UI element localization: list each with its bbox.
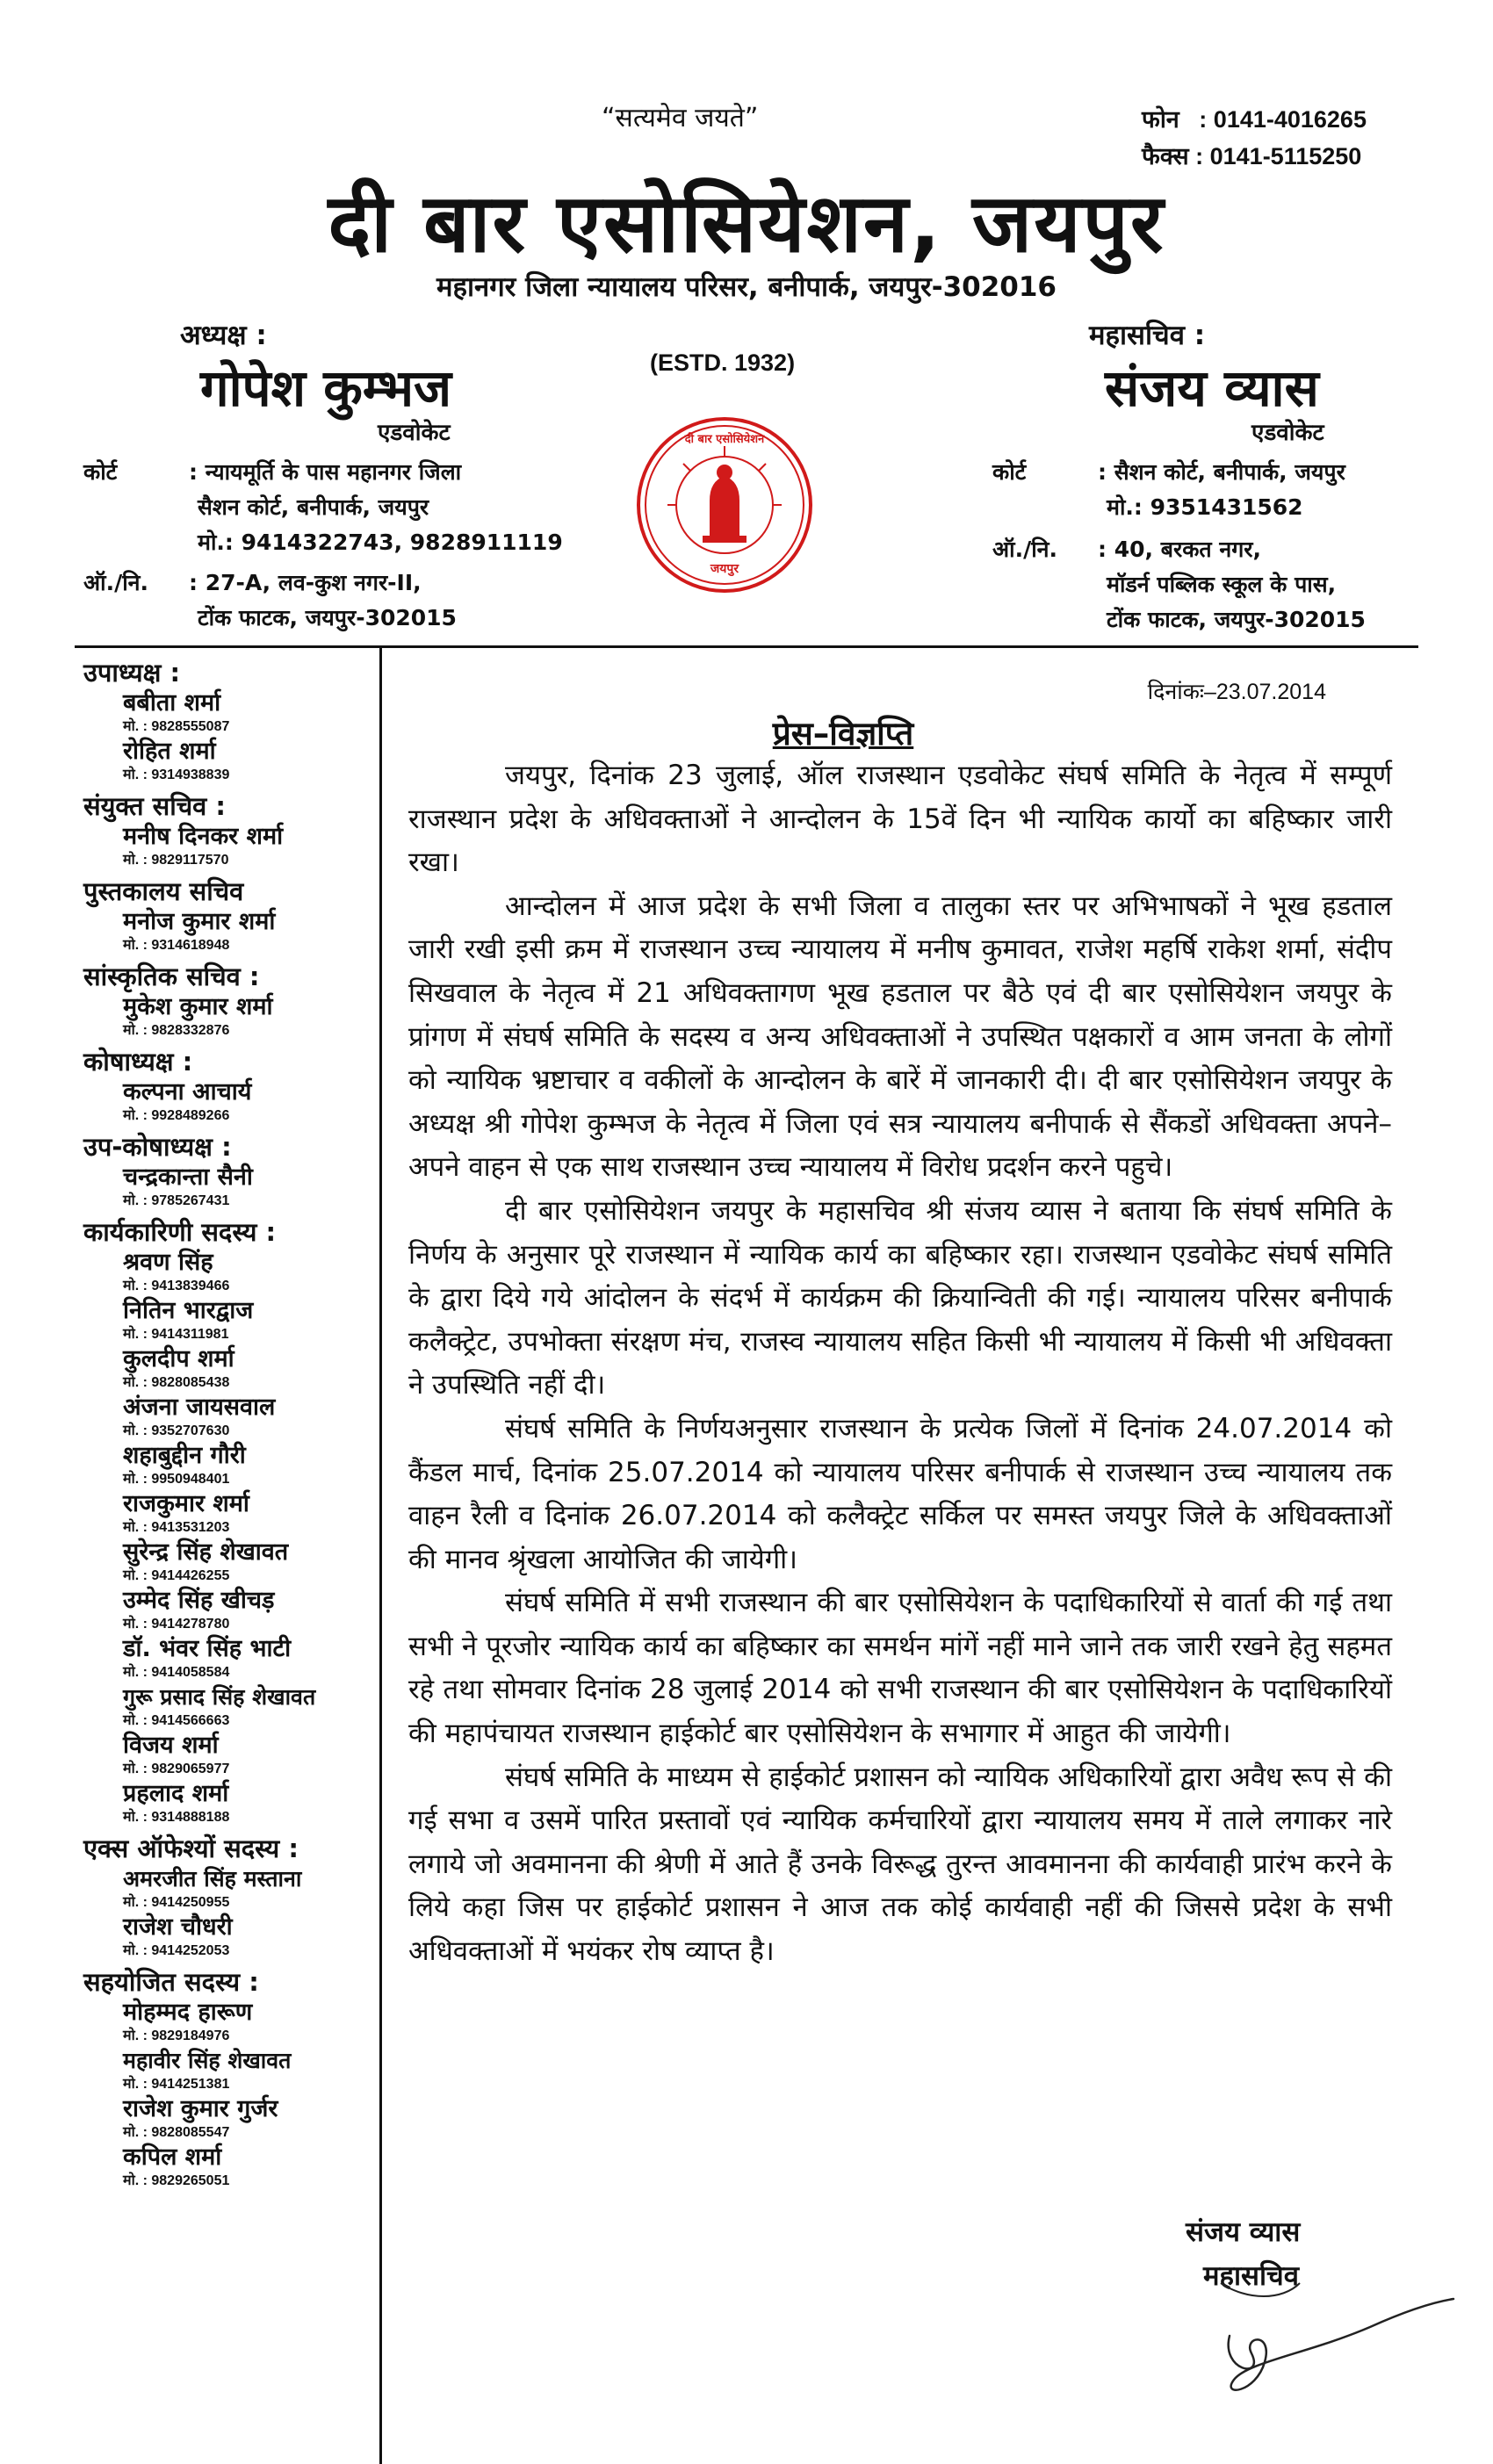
secretary-role: महासचिव : — [1089, 320, 1206, 351]
president-info — [83, 455, 563, 636]
member-phone: मो. : 9413531203 — [123, 1520, 230, 1535]
member-phone: मो. : 9414252053 — [123, 1943, 230, 1958]
press-release — [408, 676, 1392, 1974]
sidebar-section-title: उप-कोषाध्यक्ष : — [83, 1132, 232, 1162]
phone-number: 0141-4016265 — [1213, 106, 1367, 133]
member-phone: मो. : 9829184976 — [123, 2028, 230, 2043]
office-bearers-sidebar — [83, 652, 386, 2191]
president-court-line2: सैशन कोर्ट, बनीपार्क, जयपुर — [198, 494, 429, 520]
member-phone: मो. : 9828085438 — [123, 1375, 230, 1390]
signatory-name: संजय व्यास — [1186, 2216, 1301, 2248]
member-phone: मो. : 9928489266 — [123, 1108, 230, 1123]
member-phone: मो. : 9950948401 — [123, 1472, 230, 1487]
member-phone: मो. : 9414251381 — [123, 2077, 230, 2092]
member-phone: मो. : 9314618948 — [123, 938, 230, 953]
member-name: कुलदीप शर्मा — [123, 1345, 234, 1372]
member-name: मोहम्मद हारूण — [123, 1999, 253, 2026]
president-role: अध्यक्ष : — [180, 320, 267, 351]
member-phone: मो. : 9829265051 — [123, 2173, 230, 2188]
member-name: नितिन भारद्वाज — [123, 1297, 254, 1324]
residence-label: ऑ./नि. — [83, 570, 149, 595]
release-paragraph: संघर्ष समिति के निर्णयअनुसार राजस्थान के प्रत्येक जिलों में दिनांक 24.07.2014 को कैंडल मार्च, दिनांक 25.07.2014 को न्यायालय परिसर बनीपार्क से राजस्थान उच्च न्यायालय तक वाहन रैली व दिनांक 26.07.2014 को कलैक्ट्रेट सर्किल पर समस्त जयपुर जिले के अधिवक्ताओं की मानव श्रृंखला आयोजित की जायेगी। — [408, 1412, 1392, 1575]
sidebar-section-title: सांस्कृतिक सचिव : — [83, 962, 260, 991]
member-name: श्रवण सिंह — [123, 1249, 213, 1276]
secretary-name: संजय व्यास — [1105, 358, 1319, 418]
member-phone: मो. : 9413839466 — [123, 1279, 230, 1293]
fax-label: फैक्स — [1142, 143, 1189, 169]
member-name: चन्द्रकान्ता सैनी — [123, 1164, 253, 1191]
sidebar-section-title: पुस्तकालय सचिव — [83, 876, 244, 906]
org-address: महानगर जिला न्यायालय परिसर, बनीपार्क, जयपुर-302016 — [436, 271, 1057, 303]
member-phone: मो. : 9314888188 — [123, 1810, 230, 1825]
member-name: शहाबुद्दीन गौरी — [123, 1442, 246, 1469]
member-name: कल्पना आचार्य — [123, 1078, 252, 1106]
sidebar-section-title: संयुक्त सचिव : — [83, 791, 226, 821]
member-phone: मो. : 9829065977 — [123, 1762, 230, 1776]
member-name: उम्मेद सिंह खीचड़ — [123, 1587, 275, 1614]
secretary-res-line3: टोंक फाटक, जयपुर-302015 — [1107, 607, 1366, 632]
release-paragraph: संघर्ष समिति में सभी राजस्थान की बार एसोसियेशन के पदाधिकारियों से वार्ता की गई तथा सभी ने पूरजोर न्यायिक कार्य का बहिष्कार का समर्थन मांगें नहीं माने जाने तक जारी रखने हेतु सहमत रहे तथा सोमवार दिनांक 28 जुलाई 2014 को सभी राजस्थान की बार एसोसियेशन के पदाधिकारियों की महापंचायत राजस्थान हाईकोर्ट बार एसोसियेशन के सभागार में आहुत की जायेगी। — [408, 1587, 1392, 1750]
secretary-res-line2: मॉडर्न पब्लिक स्कूल के पास, — [1107, 572, 1337, 597]
president-mobile: मो.: 9414322743, 9828911119 — [198, 530, 563, 555]
court-label: कोर्ट — [83, 459, 118, 485]
member-name: डॉ. भंवर सिंह भाटी — [123, 1635, 292, 1662]
release-date: दिनांकः–23.07.2014 — [1147, 680, 1326, 704]
president-res-line2: टोंक फाटक, जयपुर-302015 — [198, 605, 457, 630]
secretary-designation: एडवोकेट — [1251, 420, 1324, 446]
release-paragraph: दी बार एसोसियेशन जयपुर के महासचिव श्री संजय व्यास ने बताया कि संघर्ष समिति के निर्णय के अनुसार पूरे राजस्थान में न्यायिक कार्य का बहिष्कार रहा। राजस्थान एडवोकेट संघर्ष समिति के द्वारा दिये गये आंदोलन के संदर्भ में कार्यक्रम की क्रियान्विती की गई। न्यायालय परिसर बनीपार्क कलैक्ट्रेट, उपभोक्ता संरक्षण मंच, राजस्व न्यायालय सहित किसी भी न्यायालय में किसी भी अधिवक्ता ने उपस्थिति नहीं दी। — [408, 1194, 1392, 1401]
member-phone: मो. : 9785267431 — [123, 1193, 230, 1208]
seal-emblem — [632, 413, 817, 597]
member-phone: मो. : 9414311981 — [123, 1327, 229, 1342]
secretary-info — [992, 455, 1366, 638]
release-title: प्रेस–विज्ञप्ति — [772, 715, 914, 753]
president-name: गोपेश कुम्भज — [200, 358, 452, 418]
phone-label: फोन — [1142, 106, 1179, 133]
member-phone: मो. : 9828332876 — [123, 1023, 230, 1038]
secretary-res-line1: : 40, बरकत नगर, — [1098, 537, 1262, 562]
member-name: सुरेन्द्र सिंह शेखावत — [123, 1538, 289, 1566]
sidebar-section-title: कार्यकारिणी सदस्य : — [83, 1217, 277, 1247]
member-name: कपिल शर्मा — [123, 2143, 222, 2171]
contact-block: फोन : 0141-4016265 फैक्स : 0141-5115250 — [1142, 106, 1367, 169]
seal-text-bottom: जयपुर — [710, 562, 739, 576]
signatory-designation: महासचिव — [1203, 2260, 1299, 2292]
member-name: राजेश कुमार गुर्जर — [123, 2095, 278, 2122]
sidebar-section-title: एक्स ऑफेश्यों सदस्य : — [83, 1834, 299, 1863]
member-name: मुकेश कुमार शर्मा — [123, 993, 273, 1020]
sidebar-section-title: उपाध्यक्ष : — [83, 658, 181, 688]
president-court-line1: : न्यायमूर्ति के पास महानगर जिला — [189, 459, 462, 485]
court-label: कोर्ट — [992, 459, 1027, 485]
release-paragraph: आन्दोलन में आज प्रदेश के सभी जिला व तालुका स्तर पर अभिभाषकों ने भूख हडताल जारी रखी इसी क्रम में राजस्थान उच्च न्यायालय में मनीष कुमावत, राजेश महर्षि राकेश शर्मा, संदीप सिखवाल के नेतृत्व में 21 अधिवक्तागण भूख हडताल पर बैठे एवं दी बार एसोसियेशन जयपुर के प्रांगण में संघर्ष समिति के सदस्य व अन्य अधिवक्ताओं ने उपस्थित पक्षकारों व आम जनता के लोगों को न्यायिक भ्रष्टाचार व वकीलों के आन्दोलन के बारें में जानकारी दी। दी बार एसोसियेशन जयपुर के अध्यक्ष श्री गोपेश कुम्भज के नेतृत्व में जिला एवं सत्र न्यायालय बनीपार्क से सैंकडों अधिवक्ता अपने–अपने वाहन से एक साथ राजस्थान उच्च न्यायालय में विरोध प्रदर्शन करने पहुचे। — [408, 890, 1392, 1184]
sidebar-section-title: कोषाध्यक्ष : — [83, 1047, 193, 1077]
member-phone: मो. : 9414426255 — [123, 1568, 230, 1583]
fax-number: 0141-5115250 — [1209, 143, 1362, 169]
release-paragraph: संघर्ष समिति के माध्यम से हाईकोर्ट प्रशासन को न्यायिक अधिकारियों द्वारा अवैध रूप से की गई सभा व उसमें पारित प्रस्तावों एवं न्यायिक कर्मचारियों द्वारा न्यायालय समय में ताले लगाकर नारे लगाये जो अवमानना की श्रेणी में आते हैं उनके विरूद्ध तुरन्त आवमानना की कार्यवाही प्रारंभ करने के लिये कहा जिस पर हाईकोर्ट प्रशासन ने आज तक कोई कार्यवाही नहीं की जिससे प्रदेश के सभी अधिवक्ताओं में भयंकर रोष व्याप्त है। — [408, 1761, 1392, 1968]
release-paragraph: जयपुर, दिनांक 23 जुलाई, ऑल राजस्थान एडवोकेट संघर्ष समिति के नेतृत्व में सम्पूर्ण राजस्थान प्रदेश के अधिवक्ताओं ने आन्दोलन के 15वें दिन भी न्यायिक कार्यो का बहिष्कार जारी रखा। — [408, 760, 1392, 879]
member-name: रोहित शर्मा — [123, 738, 216, 765]
member-phone: मो. : 9314938839 — [123, 767, 230, 782]
member-name: बबीता शर्मा — [123, 689, 221, 717]
member-phone: मो. : 9828085547 — [123, 2125, 230, 2140]
member-phone: मो. : 9414250955 — [123, 1895, 230, 1910]
member-name: गुरू प्रसाद सिंह शेखावत — [123, 1684, 316, 1710]
header-divider — [75, 645, 1418, 648]
member-name: राजकुमार शर्मा — [123, 1490, 249, 1517]
member-name: मनोज कुमार शर्मा — [123, 908, 276, 935]
residence-label: ऑ./नि. — [992, 537, 1058, 562]
member-phone: मो. : 9828555087 — [123, 719, 230, 734]
sidebar-section-title: सहयोजित सदस्य : — [83, 1967, 259, 1997]
member-name: विजय शर्मा — [123, 1732, 219, 1759]
president-designation: एडवोकेट — [378, 420, 451, 446]
member-phone: मो. : 9414566663 — [123, 1713, 230, 1728]
motto: “सत्यमेव जयते” — [602, 103, 759, 133]
president-res-line1: : 27-A, लव-कुश नगर-II, — [189, 570, 422, 595]
handwritten-signature — [1168, 2248, 1458, 2406]
member-name: प्रहलाद शर्मा — [123, 1780, 229, 1807]
secretary-mobile: मो.: 9351431562 — [1107, 494, 1303, 520]
member-name: मनीष दिनकर शर्मा — [123, 823, 284, 850]
member-phone: मो. : 9414278780 — [123, 1617, 230, 1632]
org-name: दी बार एसोसियेशन, जयपुर — [328, 177, 1165, 270]
member-phone: मो. : 9829117570 — [123, 853, 229, 868]
member-name: राजेश चौधरी — [123, 1913, 233, 1941]
member-name: अमरजीत सिंह मस्ताना — [123, 1866, 302, 1891]
member-phone: मो. : 9414058584 — [123, 1665, 230, 1680]
estd-year: (ESTD. 1932) — [650, 349, 796, 376]
member-name: महावीर सिंह शेखावत — [123, 2048, 292, 2073]
secretary-court-line1: : सैशन कोर्ट, बनीपार्क, जयपुर — [1098, 459, 1345, 485]
member-phone: मो. : 9352707630 — [123, 1423, 230, 1438]
seal-text-top: दी बार एसोसियेशन — [684, 433, 765, 446]
member-name: अंजना जायसवाल — [123, 1394, 276, 1421]
